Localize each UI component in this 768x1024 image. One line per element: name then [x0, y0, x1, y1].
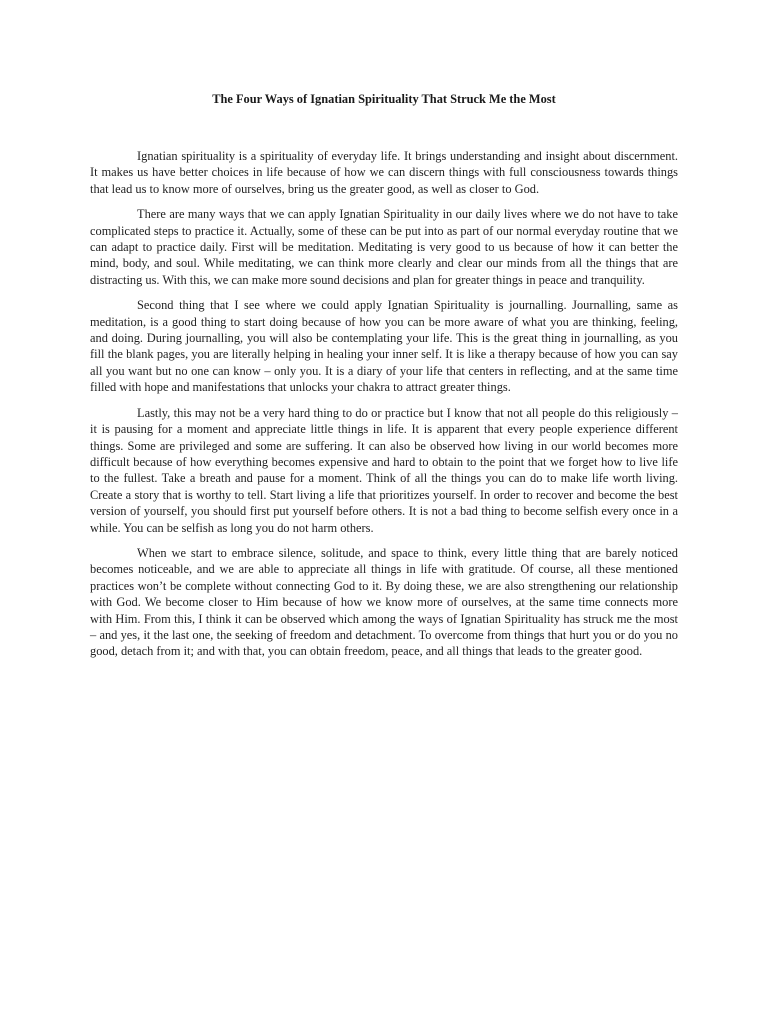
- paragraph-5: When we start to embrace silence, solitude, and space to think, every little thing that are barely noticed becomes noticeable, and we are able to appreciate all things in life with gratitude. Of course, all these mentioned practices won’t be complete without connecting God to it. By doing these, we are also strengthening our relationship with God. We become closer to Him because of how we know more of ourselves, at the same time connects more with Him. From this, I think it can be observed which among the ways of Ignatian Spirituality has struck me the most – and yes, it the last one, the seeking of freedom and detachment. To overcome from things that hurt you or do you no good, detach from it; and with that, you can obtain freedom, peace, and all things that leads to the greater good.: [90, 545, 678, 659]
- paragraph-2: There are many ways that we can apply Ignatian Spirituality in our daily lives where we do not have to take complicated steps to practice it. Actually, some of these can be put into as part of our normal everyday routine that we can adapt to practice daily. First will be meditation. Meditating is very good to us because of how it can better the mind, body, and soul. While meditating, we can think more clearly and clear our minds from all the things that are distracting us. With this, we can make more sound decisions and plan for greater things in peace and tranquility.: [90, 207, 678, 287]
- document-title: The Four Ways of Ignatian Spirituality That Struck Me the Most: [212, 92, 556, 106]
- paragraph-4: Lastly, this may not be a very hard thing to do or practice but I know that not all people do this religiously – it is pausing for a moment and appreciate little things in life. It is apparent that every people experience different things. Some are privileged and some are suffering. It can also be observed how living in our world becomes more difficult because of how everything becomes expensive and hard to obtain to the point that we forget how to live life to the fullest. Take a breath and pause for a moment. Think of all the things you can do to make life worth living. Create a story that is worthy to tell. Start living a life that prioritizes yourself. In order to recover and become the best version of yourself, you should first put yourself before others. It is not a bad thing to become selfish every once in a while. You can be selfish as long you do not harm others.: [90, 405, 678, 535]
- paragraph-1: Ignatian spirituality is a spirituality of everyday life. It brings understanding and insight about discernment. It makes us have better choices in life because of how we can discern things with full consciousness towards things that lead us to know more of ourselves, bring us the greater good, as well as closer to God.: [90, 149, 678, 196]
- paragraph-3: Second thing that I see where we could apply Ignatian Spirituality is journalling. Journalling, same as meditation, is a good thing to start doing because of how you can be more aware of what you are thinking, feeling, and doing. During journalling, you will also be contemplating your life. This is the great thing in journalling, as you fill the blank pages, you are literally helping in healing your inner self. It is like a therapy because of how you can say all you want but no one can know – only you. It is a diary of your life that centers in reflecting, and at the same time filled with hope and manifestations that unlocks your chakra to attract greater things.: [90, 298, 678, 395]
- document-body: [90, 148, 678, 669]
